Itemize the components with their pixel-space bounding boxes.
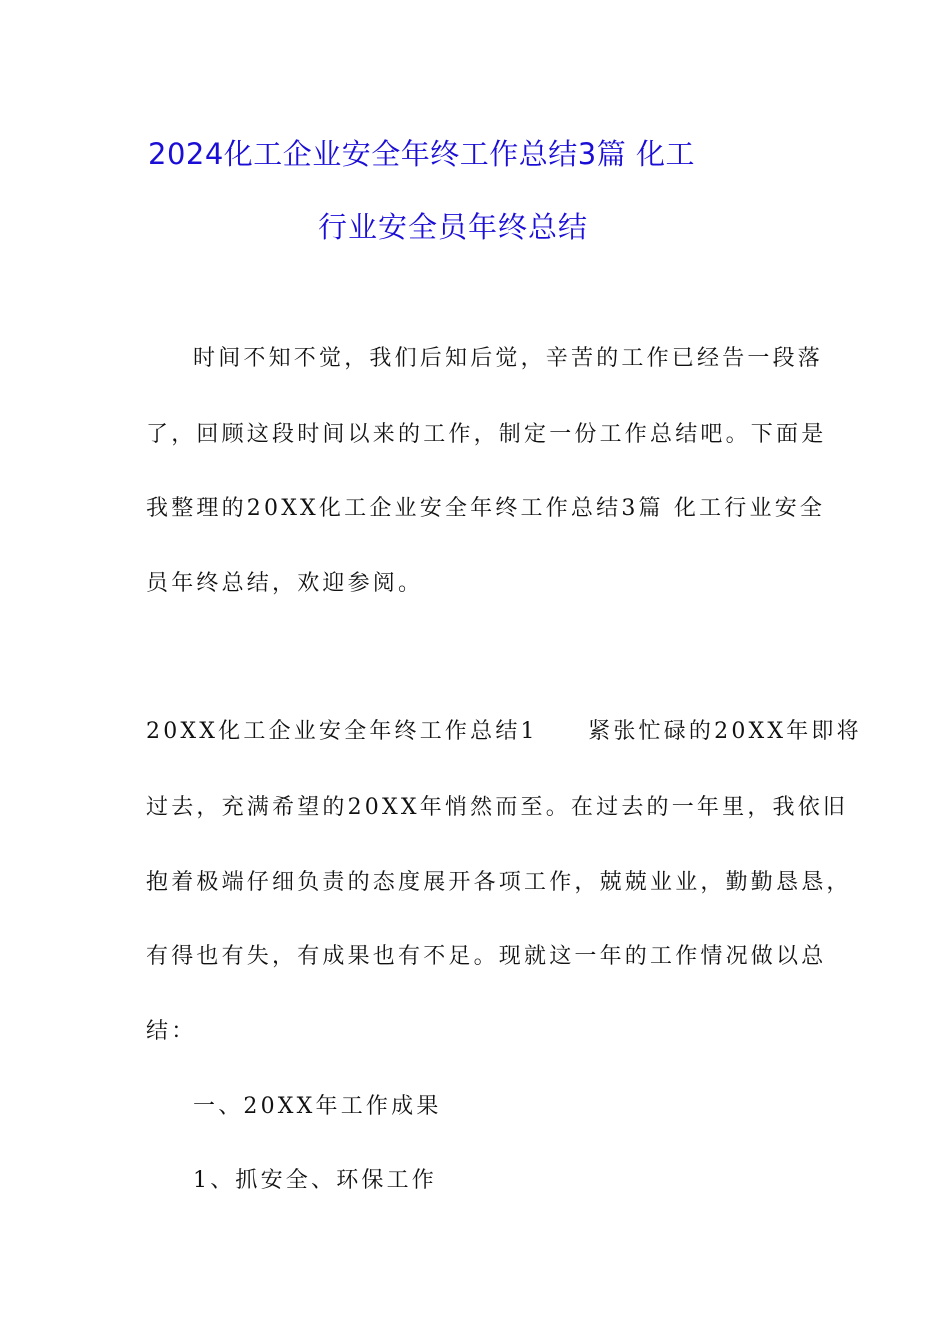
- heading-safety-environment: 1、抓安全、环保工作: [193, 1168, 437, 1193]
- intro-line-3: 我整理的20XX化工企业安全年终工作总结3篇 化工行业安全: [146, 496, 826, 521]
- document-title-line-1: 2024化工企业安全年终工作总结3篇 化工: [148, 137, 695, 171]
- intro-line-2: 了，回顾这段时间以来的工作，制定一份工作总结吧。下面是: [146, 422, 827, 447]
- heading-work-results: 一、20XX年工作成果: [193, 1094, 442, 1119]
- section1-line-1: 20XX化工企业安全年终工作总结1 紧张忙碌的20XX年即将: [146, 719, 862, 744]
- document-title-line-2: 行业安全员年终总结: [318, 210, 589, 244]
- section1-line-3: 抱着极端仔细负责的态度展开各项工作，兢兢业业，勤勤恳恳，: [146, 870, 852, 895]
- section1-line-2: 过去，充满希望的20XX年悄然而至。在过去的一年里，我依旧: [146, 795, 849, 820]
- section1-line-5: 结：: [146, 1019, 197, 1044]
- intro-line-4: 员年终总结，欢迎参阅。: [146, 571, 424, 596]
- section1-line-4: 有得也有失，有成果也有不足。现就这一年的工作情况做以总: [146, 944, 827, 969]
- intro-line-1: 时间不知不觉，我们后知后觉，辛苦的工作已经告一段落: [193, 346, 824, 371]
